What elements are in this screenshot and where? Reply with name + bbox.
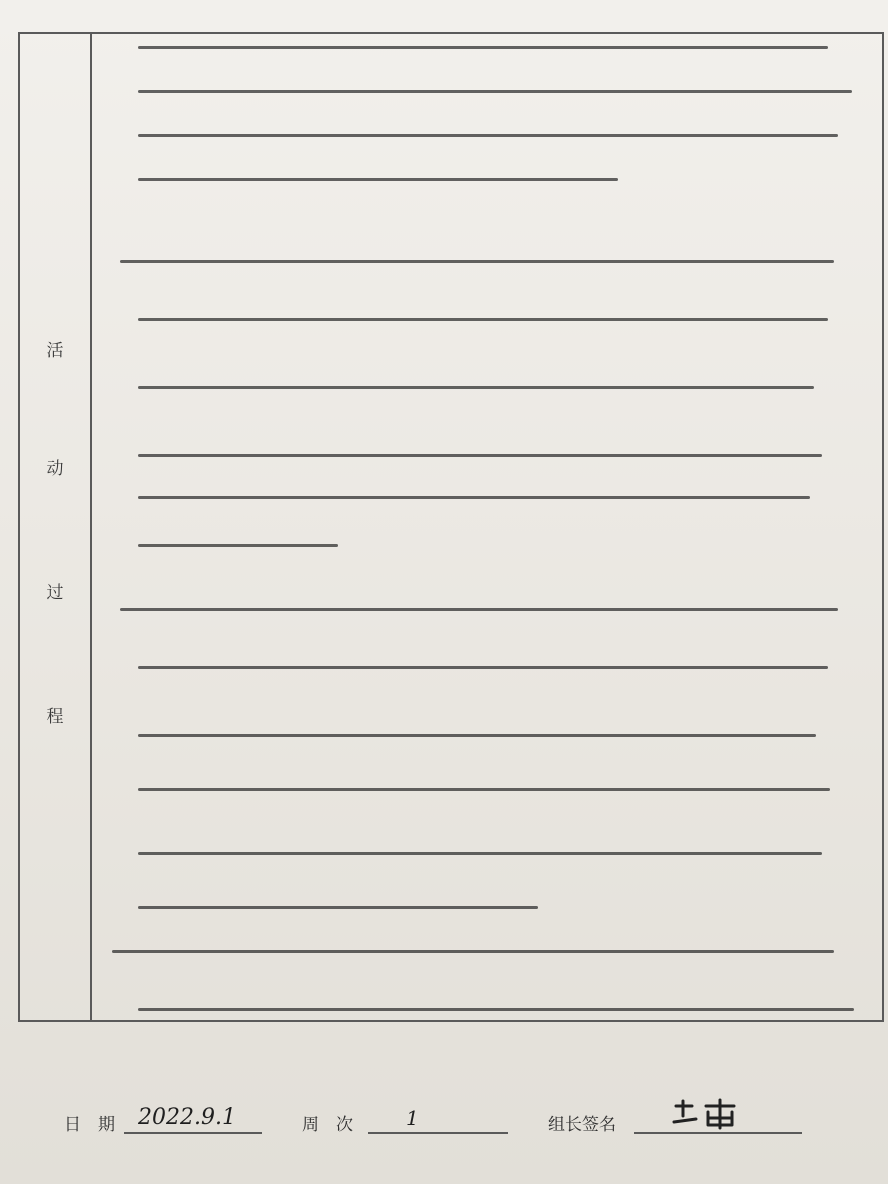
week-label: 周 次 [302, 1115, 353, 1135]
handwriting-line [138, 178, 618, 181]
handwriting-line [138, 318, 828, 321]
handwriting-line [138, 906, 538, 909]
handwriting-line [138, 734, 816, 737]
week-field [368, 1104, 508, 1134]
handwriting-line [138, 666, 828, 669]
handwriting-line [138, 90, 852, 93]
handwriting-line [138, 544, 338, 547]
handwriting-line [138, 454, 822, 457]
section-label-cell [18, 32, 92, 1022]
section-label-char: 活 [46, 341, 64, 361]
section-label-char: 动 [46, 459, 64, 479]
date-label: 日 期 [64, 1115, 115, 1135]
handwriting-line [138, 788, 830, 791]
leader-signature-field [634, 1104, 802, 1134]
section-label-char: 程 [46, 707, 64, 727]
handwriting-line [138, 134, 838, 137]
handwriting-line [120, 608, 838, 611]
handwritten-notes [94, 34, 882, 1020]
section-label-char: 过 [46, 583, 64, 603]
handwriting-line [112, 950, 834, 953]
handwriting-line [138, 386, 814, 389]
date-value: 2022.9.1 [138, 1105, 236, 1130]
date-field [124, 1104, 262, 1134]
handwriting-line [138, 46, 828, 49]
handwriting-line [138, 1008, 854, 1011]
leader-signature [668, 1098, 740, 1130]
handwriting-line [120, 260, 834, 263]
handwriting-line [138, 852, 822, 855]
week-value: 1 [406, 1106, 419, 1130]
leader-signature-label: 组长签名 [548, 1115, 616, 1135]
handwriting-line [138, 496, 810, 499]
